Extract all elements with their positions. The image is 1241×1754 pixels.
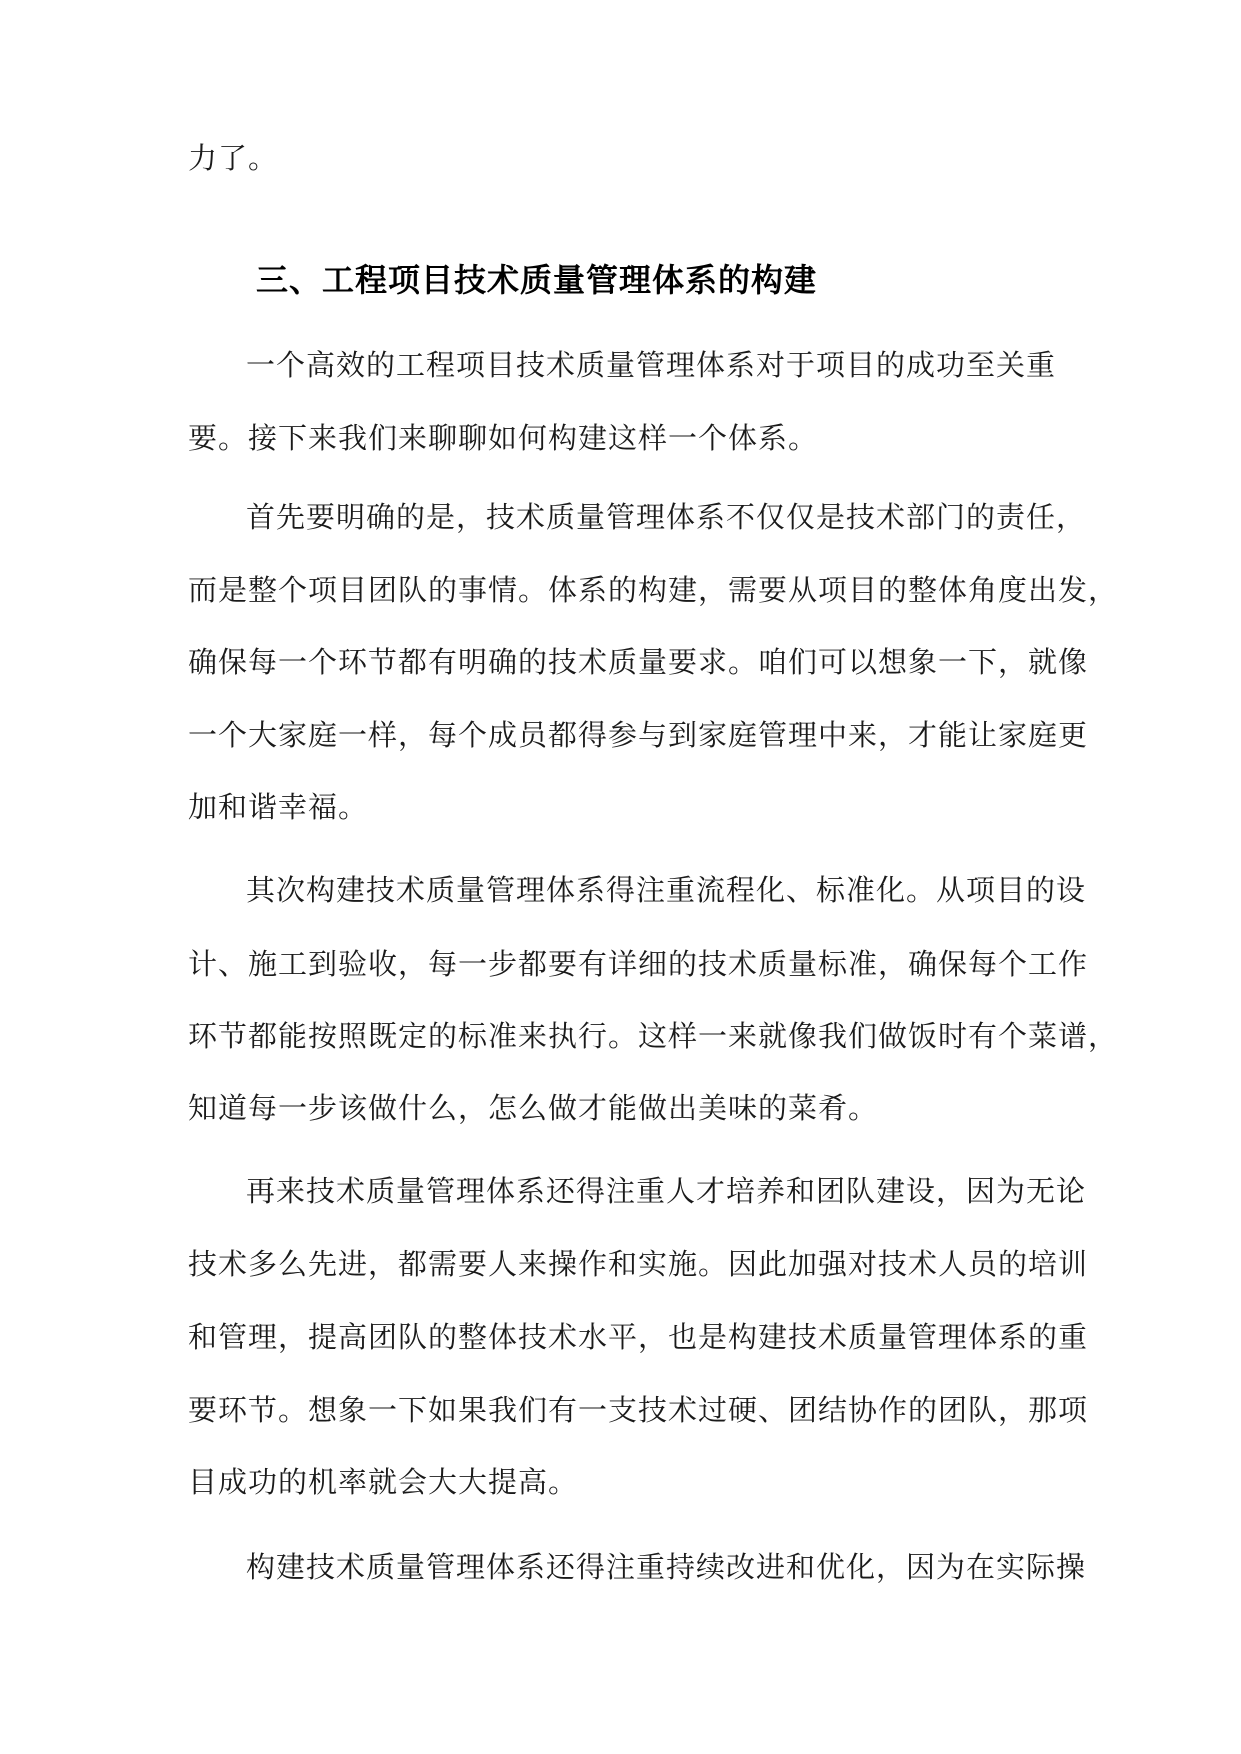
paragraph-4-line-5: 目成功的机率就会大大提高。 bbox=[188, 1465, 579, 1499]
continuation-line: 力了。 bbox=[188, 141, 279, 175]
paragraph-1-line-2: 要。接下来我们来聊聊如何构建这样一个体系。 bbox=[188, 421, 819, 455]
paragraph-3-line-3: 环节都能按照既定的标准来执行。这样一来就像我们做饭时有个菜谱， bbox=[188, 1019, 1119, 1053]
paragraph-3-line-4: 知道每一步该做什么，怎么做才能做出美味的菜肴。 bbox=[188, 1091, 879, 1125]
paragraph-3-line-1: 其次构建技术质量管理体系得注重流程化、标准化。从项目的设 bbox=[246, 873, 1087, 907]
paragraph-4-line-2: 技术多么先进，都需要人来操作和实施。因此加强对技术人员的培训 bbox=[188, 1247, 1089, 1281]
paragraph-1-line-1: 一个高效的工程项目技术质量管理体系对于项目的成功至关重 bbox=[246, 348, 1057, 382]
paragraph-3-line-2: 计、施工到验收，每一步都要有详细的技术质量标准，确保每个工作 bbox=[188, 947, 1089, 981]
paragraph-5-line-1: 构建技术质量管理体系还得注重持续改进和优化，因为在实际操 bbox=[246, 1550, 1087, 1584]
paragraph-4-line-1: 再来技术质量管理体系还得注重人才培养和团队建设，因为无论 bbox=[246, 1174, 1087, 1208]
paragraph-2-line-3: 确保每一个环节都有明确的技术质量要求。咱们可以想象一下，就像 bbox=[188, 645, 1089, 679]
paragraph-2-line-2: 而是整个项目团队的事情。体系的构建，需要从项目的整体角度出发， bbox=[188, 573, 1119, 607]
paragraph-2-line-5: 加和谐幸福。 bbox=[188, 790, 369, 824]
paragraph-2-line-1: 首先要明确的是，技术质量管理体系不仅仅是技术部门的责任， bbox=[246, 500, 1087, 534]
section-heading: 三、工程项目技术质量管理体系的构建 bbox=[256, 261, 818, 299]
paragraph-4-line-3: 和管理，提高团队的整体技术水平，也是构建技术质量管理体系的重 bbox=[188, 1320, 1089, 1354]
paragraph-2-line-4: 一个大家庭一样，每个成员都得参与到家庭管理中来，才能让家庭更 bbox=[188, 718, 1089, 752]
paragraph-4-line-4: 要环节。想象一下如果我们有一支技术过硬、团结协作的团队，那项 bbox=[188, 1393, 1089, 1427]
